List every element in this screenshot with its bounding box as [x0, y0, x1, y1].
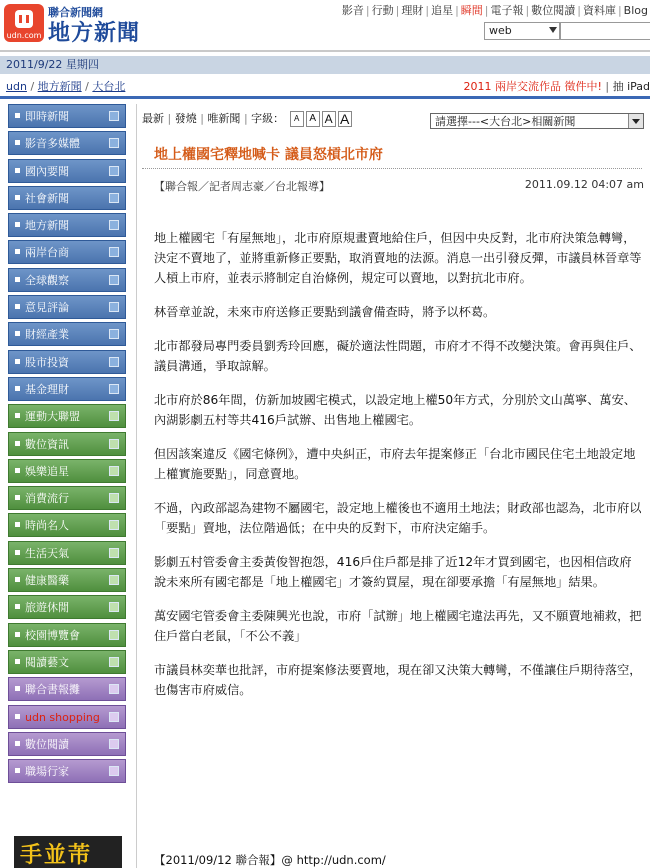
promo-sep: | [605, 80, 610, 93]
search-input[interactable] [560, 22, 650, 40]
nav-divider [0, 96, 650, 99]
top-nav-item[interactable]: 數位閱讀 [531, 4, 576, 17]
sidebar-item[interactable]: 職場行家 [8, 759, 126, 783]
breadcrumb-taipei[interactable]: 大台北 [92, 80, 126, 93]
nav-separator: | [577, 4, 581, 17]
article-paragraph: 地上權國宅「有屋無地」，北市府原規畫賣地給住戶，但因中央反對，北市府決策急轉彎，決定不賣地了，並將重新修正要點，取消賣地的法源。消息一出引發反彈，市議員林晉章等人槓上市府，並表示將制定自治條例，規定可以賣地，以對抗北市府。 [154, 231, 642, 285]
article-paragraph: 市議員林奕華也批評，市府提案修法要賣地，現在卻又決策大轉彎，不僅讓住戶期待落空，也傷害市府威信。 [154, 663, 642, 697]
sidebar-item[interactable]: 即時新聞 [8, 104, 126, 128]
sidebar-item[interactable]: 股市投資 [8, 350, 126, 374]
promo-banner[interactable] [463, 76, 650, 98]
breadcrumb [6, 76, 125, 98]
section-brand[interactable]: 地方新聞 [48, 20, 141, 46]
article-byline: 【聯合報／記者周志豪／台北報導】 [154, 180, 330, 193]
top-nav-item[interactable]: 行動 [371, 4, 394, 17]
font-size-s-button[interactable]: A [306, 111, 320, 127]
udn-logo[interactable] [4, 4, 44, 42]
tool-latest[interactable]: 最新 [142, 112, 164, 125]
top-nav [340, 2, 650, 18]
sidebar-item[interactable]: 旅遊休閒 [8, 595, 126, 619]
ad-text: 手並芾 [20, 842, 93, 868]
plug-icon [15, 10, 33, 28]
breadcrumb-local-news[interactable]: 地方新聞 [37, 80, 82, 93]
sidebar-item[interactable]: 財經產業 [8, 322, 126, 346]
header-divider [0, 50, 650, 52]
article-paragraph: 北市都發局專門委員劉秀玲回應，礙於適法性問題，市府才不得不改變決策。會再與住戶、議員溝通，爭取諒解。 [154, 339, 642, 373]
brand-subtitle[interactable]: 聯合新聞網 [48, 6, 103, 19]
related-news-value: 請選擇---<大台北>相關新聞 [435, 115, 576, 128]
tool-hot[interactable]: 發燒 [174, 112, 197, 125]
top-nav-item[interactable]: 影音 [341, 4, 364, 17]
nav-separator: | [455, 4, 459, 17]
chevron-down-icon [549, 27, 557, 33]
article-paragraph: 不過，內政部認為建物不屬國宅，設定地上權後也不適用土地法；財政部也認為，北市府以「要點」賣地，法位階過低；在中央的反對下，市府決定縮手。 [154, 501, 642, 535]
sidebar-item[interactable]: 運動大聯盟 [8, 404, 126, 428]
article-body [154, 228, 642, 714]
search-scope-value: web [489, 24, 512, 37]
sidebar-item[interactable]: 消費流行 [8, 486, 126, 510]
breadcrumb-sep: / [30, 80, 35, 93]
sidebar-ad[interactable] [8, 832, 126, 868]
article-paragraph: 北市府於86年間，仿新加坡國宅模式，以設定地上權50年方式，分別於文山萬寧、萬安、內湖影劇五村等共416戶試辦、出售地上權國宅。 [154, 393, 636, 427]
sidebar-item[interactable]: udn shopping [8, 705, 126, 729]
sidebar-item[interactable]: 社會新聞 [8, 186, 126, 210]
tool-only[interactable]: 唯新聞 [207, 112, 241, 125]
article-paragraph: 但因該案違反《國宅條例》，遭中央糾正，市府去年提案修正「台北市國民住宅土地設定地上權實施要點」，同意賣地。 [154, 447, 636, 481]
article-toolbar: 最新 | 發燒 | 唯新聞 | 字級： A A A A [142, 110, 352, 127]
sidebar-item[interactable]: 閱讀藝文 [8, 650, 126, 674]
sidebar-item[interactable]: 地方新聞 [8, 213, 126, 237]
related-news-select[interactable] [430, 113, 644, 129]
nav-separator: | [617, 4, 622, 17]
sidebar-item[interactable]: 數位資訊 [8, 432, 126, 456]
sidebar-nav [8, 104, 126, 786]
article-paragraph: 萬安國宅管委會主委陳興光也說，市府「試辦」地上權國宅違法再先，又不願賣地補救，把住戶當白老鼠，「不公不義」 [154, 609, 642, 643]
breadcrumb-udn[interactable]: udn [6, 80, 27, 93]
sidebar-item[interactable]: 意見評論 [8, 295, 126, 319]
nav-separator: | [525, 4, 530, 17]
site-header [0, 0, 650, 56]
font-size-xs-button[interactable]: A [290, 111, 304, 127]
font-size-m-button[interactable]: A [322, 111, 336, 127]
nav-separator: | [365, 4, 370, 17]
font-size-l-button[interactable]: A [338, 111, 352, 127]
font-size-label: 字級： [251, 112, 285, 125]
sidebar-item[interactable]: 數位閱讀 [8, 732, 126, 756]
current-date: 2011/9/22 星期四 [6, 58, 99, 71]
nav-separator: | [425, 4, 430, 17]
sidebar-item[interactable]: 娛樂追星 [8, 459, 126, 483]
search-scope-select[interactable] [484, 22, 560, 40]
article-datetime: 2011.09.12 04:07 am [524, 178, 644, 191]
column-divider [136, 104, 137, 868]
breadcrumb-row [0, 76, 650, 98]
nav-separator: | [484, 4, 489, 17]
chevron-down-icon [628, 114, 643, 128]
sidebar-item[interactable]: 時尚名人 [8, 513, 126, 537]
top-nav-item[interactable]: 資料庫 [582, 4, 616, 17]
promo-text[interactable]: 2011 兩岸交流作品 徵件中! [463, 80, 602, 93]
promo-extra[interactable]: 抽 iPad [612, 80, 650, 93]
date-bar [0, 56, 650, 74]
title-divider [142, 168, 642, 169]
nav-separator: | [395, 4, 400, 17]
sidebar-item[interactable]: 校園博覽會 [8, 623, 126, 647]
top-nav-item[interactable]: 理財 [401, 4, 424, 17]
article-paragraph: 影劇五村管委會主委黃俊智抱怨，416戶住戶都是排了近12年才買到國宅，也因相信政府說未來所有國宅都是「地上權國宅」才簽約買屋，現在卻要承擔「有屋無地」結果。 [154, 555, 632, 589]
top-nav-item[interactable]: 電子報 [490, 4, 524, 17]
sidebar-item[interactable]: 全球觀察 [8, 268, 126, 292]
top-nav-item[interactable]: Blog [623, 4, 648, 17]
top-nav-item[interactable]: 追星 [431, 4, 454, 17]
breadcrumb-sep: / [85, 80, 89, 93]
top-nav-item[interactable]: 瞬間 [460, 4, 483, 17]
sidebar-item[interactable]: 基金理財 [8, 377, 126, 401]
sidebar-item[interactable]: 影音多媒體 [8, 131, 126, 155]
sidebar-item[interactable]: 國內要聞 [8, 159, 126, 183]
article-footer: 【2011/09/12 聯合報】@ http://udn.com/ [154, 853, 386, 867]
sidebar-item[interactable]: 健康醫藥 [8, 568, 126, 592]
article-paragraph: 林晉章並說，未來市府送修正要點到議會備查時，將予以杯葛。 [154, 305, 496, 319]
article-title: 地上權國宅釋地喊卡 議員怒槓北市府 [154, 147, 383, 163]
logo-url: udn.com [6, 31, 42, 40]
sidebar-item[interactable]: 聯合書報攤 [8, 677, 126, 701]
sidebar-item[interactable]: 生活天氣 [8, 541, 126, 565]
sidebar-item[interactable]: 兩岸台商 [8, 240, 126, 264]
